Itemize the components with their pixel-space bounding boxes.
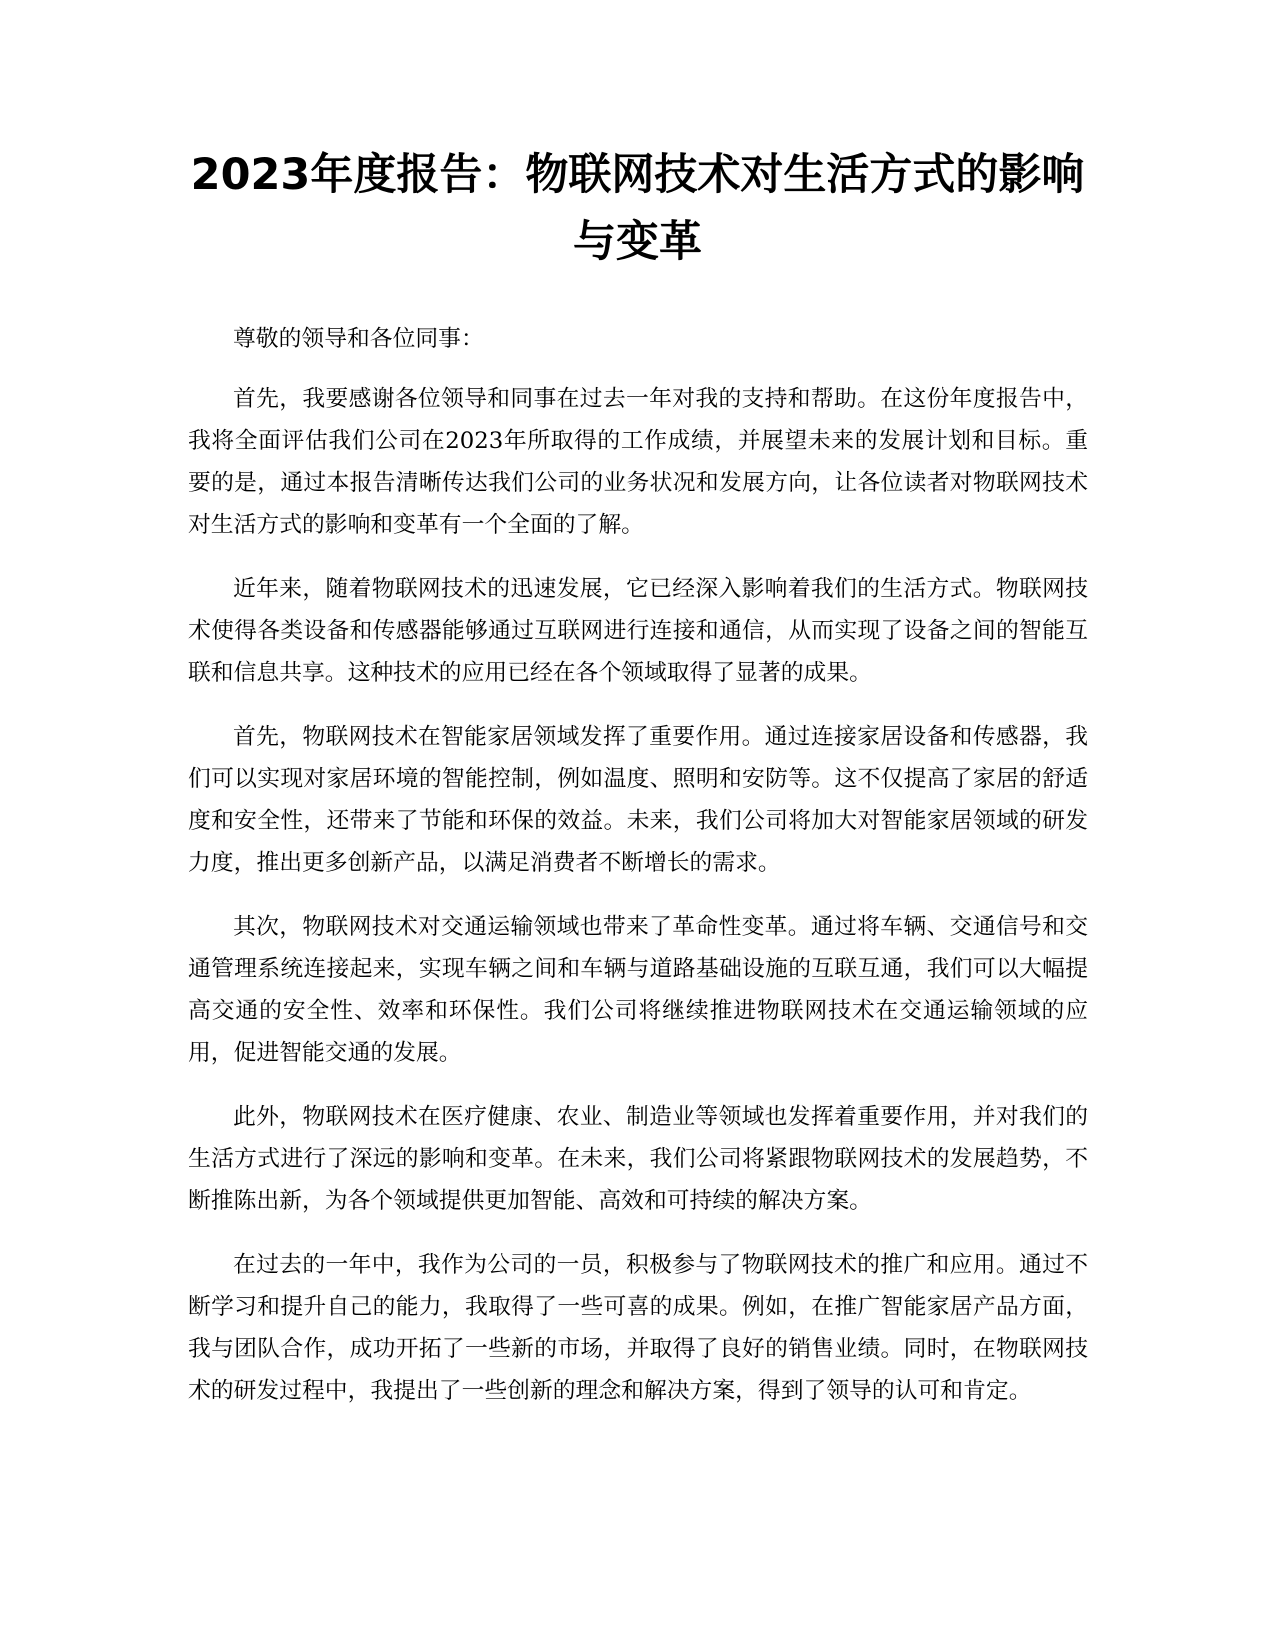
paragraph-2: 近年来，随着物联网技术的迅速发展，它已经深入影响着我们的生活方式。物联网技术使得各类设备和传感器能够通过互联网进行连接和通信，从而实现了设备之间的智能互联和信息共享。这种技术的应用已经在各个领域取得了显著的成果。: [188, 576, 1088, 686]
paragraph-1: 首先，我要感谢各位领导和同事在过去一年对我的支持和帮助。在这份年度报告中，我将全面评估我们公司在2023年所取得的工作成绩，并展望未来的发展计划和目标。重要的是，通过本报告清晰传达我们公司的业务状况和发展方向，让各位读者对物联网技术对生活方式的影响和变革有一个全面的了解。: [188, 386, 1088, 538]
paragraph-4: 其次，物联网技术对交通运输领域也带来了革命性变革。通过将车辆、交通信号和交通管理系统连接起来，实现车辆之间和车辆与道路基础设施的互联互通，我们可以大幅提高交通的安全性、效率和环保性。我们公司将继续推进物联网技术在交通运输领域的应用，促进智能交通的发展。: [188, 914, 1088, 1066]
paragraph-5: 此外，物联网技术在医疗健康、农业、制造业等领域也发挥着重要作用，并对我们的生活方式进行了深远的影响和变革。在未来，我们公司将紧跟物联网技术的发展趋势，不断推陈出新，为各个领域提供更加智能、高效和可持续的解决方案。: [188, 1104, 1088, 1214]
paragraph-3: 首先，物联网技术在智能家居领域发挥了重要作用。通过连接家居设备和传感器，我们可以实现对家居环境的智能控制，例如温度、照明和安防等。这不仅提高了家居的舒适度和安全性，还带来了节能和环保的效益。未来，我们公司将加大对智能家居领域的研发力度，推出更多创新产品，以满足消费者不断增长的需求。: [188, 724, 1088, 876]
paragraph-6: 在过去的一年中，我作为公司的一员，积极参与了物联网技术的推广和应用。通过不断学习和提升自己的能力，我取得了一些可喜的成果。例如，在推广智能家居产品方面，我与团队合作，成功开拓了一些新的市场，并取得了良好的销售业绩。同时，在物联网技术的研发过程中，我提出了一些创新的理念和解决方案，得到了领导的认可和肯定。: [188, 1252, 1088, 1404]
salutation: 尊敬的领导和各位同事：: [233, 326, 484, 352]
document-title: 2023年度报告：物联网技术对生活方式的影响与变革: [190, 150, 1085, 267]
document-body: [188, 318, 1088, 1434]
